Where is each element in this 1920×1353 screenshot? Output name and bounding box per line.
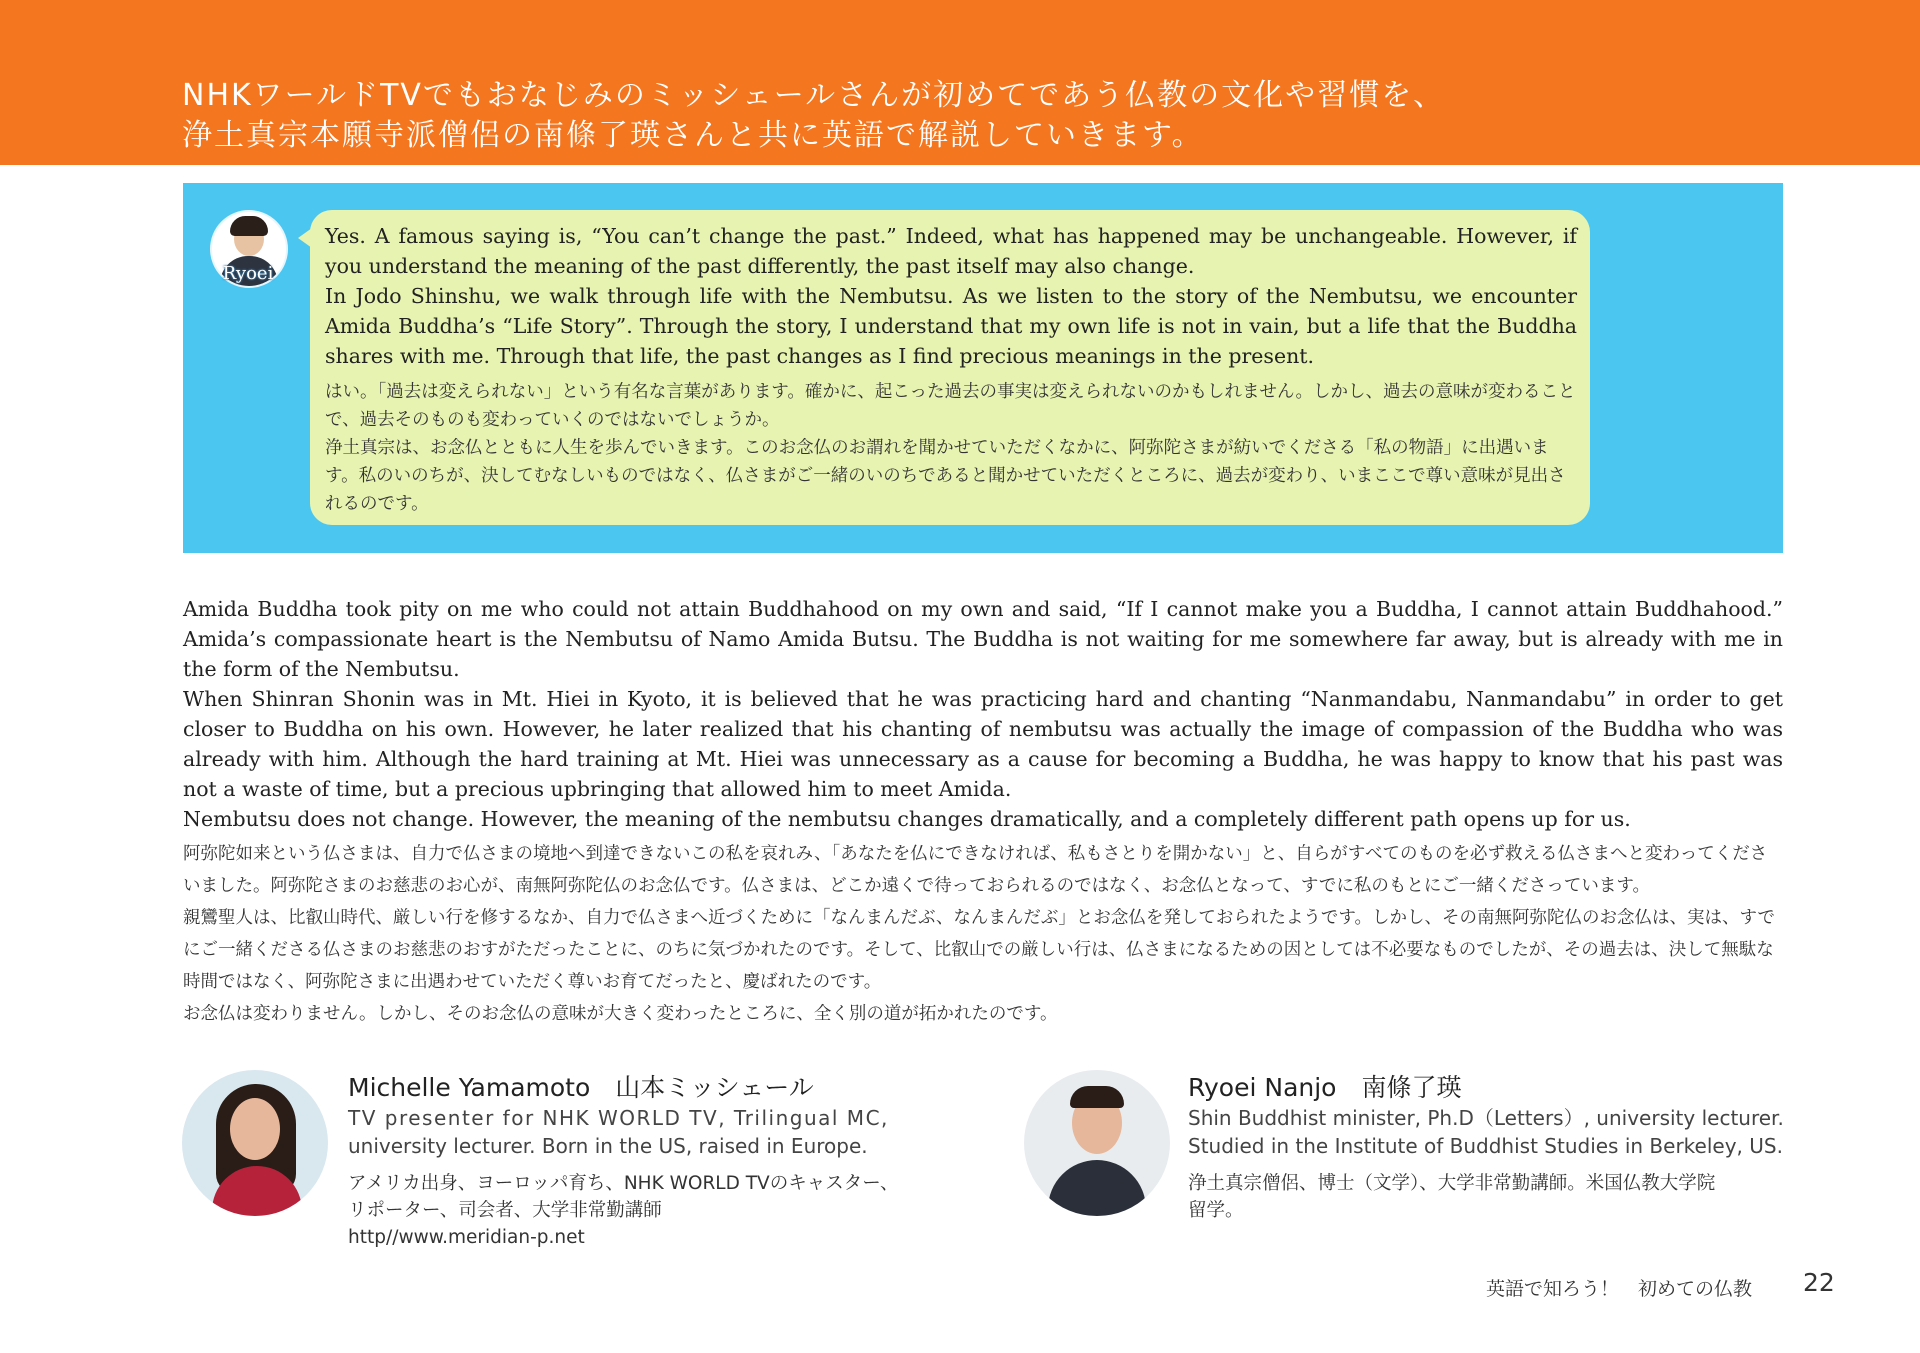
- michelle-url: http//www.meridian-p.net: [348, 1227, 585, 1248]
- header-banner: [0, 0, 1920, 165]
- body-japanese-para-2: 親鸞聖人は、比叡山時代、厳しい行を修するなか、自力で仏さまへ近づくために「なんまんだぶ、なんまんだぶ」とお念仏を発しておられたようです。しかし、その南無阿弥陀仏のお念仏は、実は、すでにご一緒くださる仏さまのお慈悲のおすがただったことに、のちに気づかれたのです。そして、比叡山での厳しい行は、仏さまになるための因としては不必要なものでしたが、その過去は、決して無駄な時間ではなく、阿弥陀さまに出遇わせていただく尊いお育てだったと、慶ばれたのです。: [183, 908, 1775, 992]
- ryoei-name: Ryoei Nanjo 南條了瑛: [1188, 1073, 1462, 1102]
- footer-title: 英語で知ろう！ 初めての仏教: [1486, 1278, 1753, 1300]
- body-english-para-2: When Shinran Shonin was in Mt. Hiei in Kyoto, it is believed that he was practicing hard and chanting “Nanmandabu, Nanmandabu” in order to get closer to Buddha on his own. However, he later realized that his chanting of nembutsu was actually the image of compassion of the Buddha who was already with him. Although the hard training at Mt. Hiei was unnecessary as a cause for becoming a Buddha, he was happy to know that his past was not a waste of time, but a precious upbringing that allowed him to meet Amida.: [183, 687, 1783, 801]
- ryoei-ja-line-1: 浄土真宗僧侶、博士（文学）、大学非常勤講師。米国仏教大学院: [1188, 1173, 1716, 1194]
- ryoei-en-line-2: Studied in the Institute of Buddhist Studies in Berkeley, US.: [1188, 1134, 1783, 1158]
- header-line-1: NHKワールドTVでもおなじみのミッシェールさんが初めてであう仏教の文化や習慣を、: [182, 78, 1446, 113]
- body-english: [183, 594, 1783, 834]
- body-japanese: [183, 838, 1783, 1030]
- header-line-2: 浄土真宗本願寺派僧侶の南條了瑛さんと共に英語で解説していきます。: [182, 118, 1204, 153]
- dialogue-english-para-2: In Jodo Shinshu, we walk through life with the Nembutsu. As we listen to the story of the Nembutsu, we encounter Amida Buddha’s “Life Story”. Through the story, I understand that my own life is not in vain, but a life that the Buddha shares with me. Through that life, the past changes as I find precious meanings in the present.: [325, 284, 1577, 368]
- body-japanese-para-1: 阿弥陀如来という仏さまは、自力で仏さまの境地へ到達できないこの私を哀れみ、「あなたを仏にできなければ、私もさとりを開かない」と、自らがすべてのものを必ず救える仏さまへと変わってくださいました。阿弥陀さまのお慈悲のお心が、南無阿弥陀仏のお念仏です。仏さまは、どこか遠くで待っておられるのではなく、お念仏となって、すでに私のもとにご一緒くださっています。: [183, 844, 1768, 896]
- dialogue-english: [325, 221, 1577, 371]
- michelle-name: Michelle Yamamoto 山本ミッシェール: [348, 1073, 814, 1102]
- page-number: 22: [1803, 1268, 1835, 1297]
- ryoei-ja-line-2: 留学。: [1188, 1200, 1244, 1221]
- ryoei-photo: [1024, 1070, 1170, 1216]
- michelle-photo: [182, 1070, 328, 1216]
- michelle-en-line-1: TV presenter for NHK WORLD TV, Trilingual MC,: [348, 1106, 889, 1130]
- speaker-label: Ryoei: [222, 263, 274, 284]
- michelle-ja-line-2: リポーター、司会者、大学非常勤講師: [348, 1200, 662, 1221]
- ryoei-en-line-1: Shin Buddhist minister, Ph.D（Letters）, university lecturer.: [1188, 1106, 1784, 1130]
- michelle-ja-line-1: アメリカ出身、ヨーロッパ育ち、NHK WORLD TVのキャスター、: [348, 1173, 899, 1194]
- dialogue-japanese-para-2: 浄土真宗は、お念仏とともに人生を歩んでいきます。このお念仏のお謂れを聞かせていただくなかに、阿弥陀さまが紡いでくださる「私の物語」に出遇います。私のいのちが、決してむなしいものではなく、仏さまがご一緒のいのちであると聞かせていただくところに、過去が変わり、いまここで尊い意味が見出されるのです。: [325, 438, 1566, 514]
- body-english-para-1: Amida Buddha took pity on me who could not attain Buddhahood on my own and said, “If I cannot make you a Buddha, I cannot attain Buddhahood.” Amida’s compassionate heart is the Nembutsu of Namo Amida Butsu. The Buddha is not waiting for me somewhere far away, but is already with me in the form of the Nembutsu.: [183, 597, 1783, 681]
- body-japanese-para-3: お念仏は変わりません。しかし、そのお念仏の意味が大きく変わったところに、全く別の道が拓かれたのです。: [183, 1004, 1058, 1024]
- dialogue-japanese: [325, 378, 1577, 518]
- michelle-en-line-2: university lecturer. Born in the US, raised in Europe.: [348, 1134, 868, 1158]
- dialogue-japanese-para-1: はい。「過去は変えられない」という有名な言葉があります。確かに、起こった過去の事実は変えられないのかもしれません。しかし、過去の意味が変わることで、過去そのものも変わっていくのではないでしょうか。: [325, 382, 1576, 430]
- dialogue-english-para-1: Yes. A famous saying is, “You can’t change the past.” Indeed, what has happened may be unchangeable. However, if you understand the meaning of the past differently, the past itself may also change.: [325, 224, 1577, 278]
- body-english-para-3: Nembutsu does not change. However, the meaning of the nembutsu changes dramatically, and a completely different path opens up for us.: [183, 807, 1631, 831]
